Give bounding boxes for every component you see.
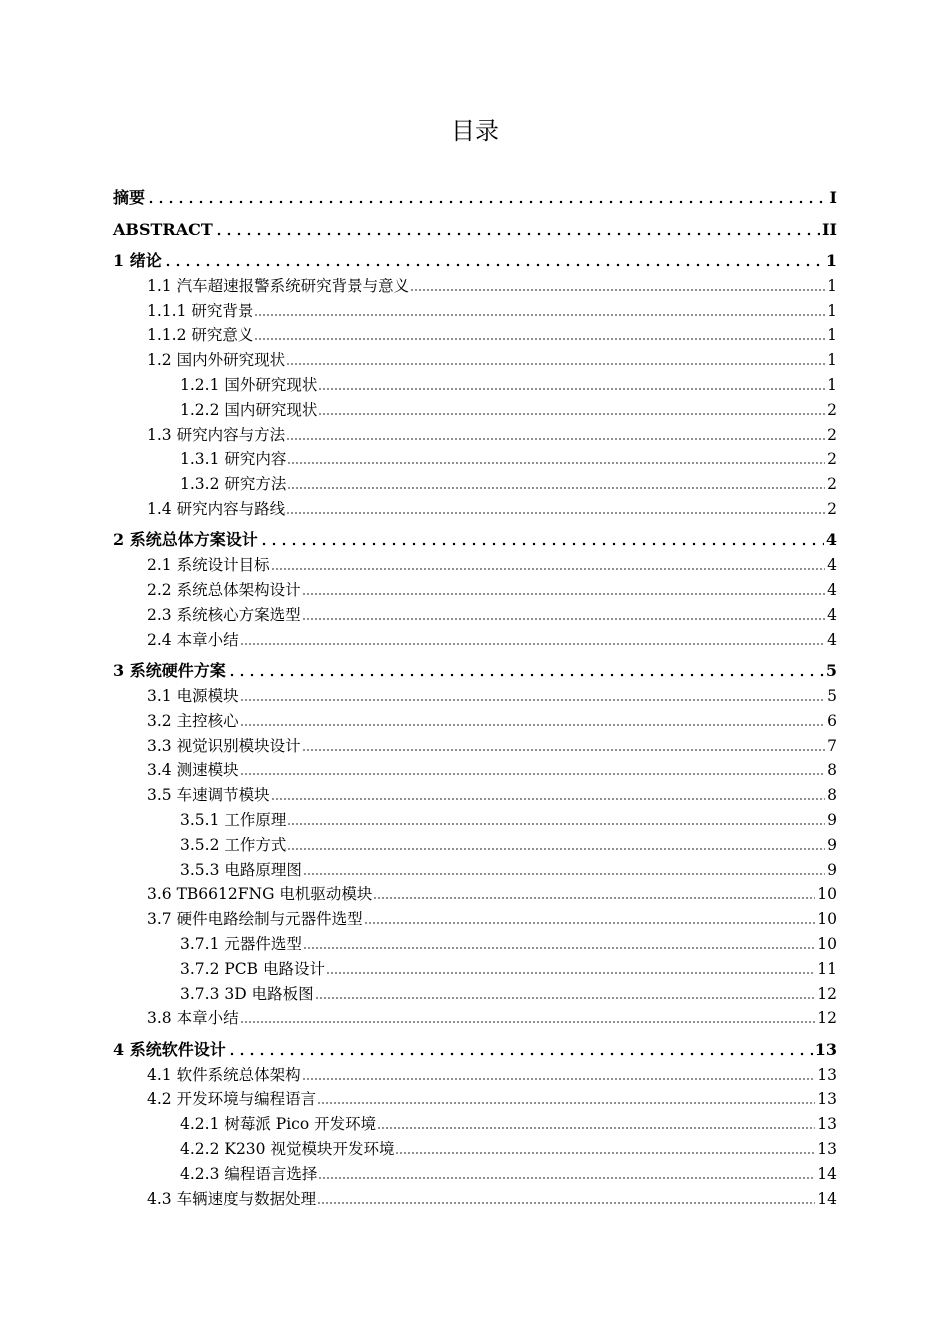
toc-entry-label: 1.1.2 研究意义 [147, 326, 254, 345]
toc-entry[interactable] [113, 397, 837, 422]
toc-dot-leader [318, 387, 825, 391]
toc-entry[interactable] [113, 956, 837, 981]
toc-entry-label: 3.7 硬件电路绘制与元器件选型 [147, 910, 363, 929]
toc-entry[interactable] [113, 931, 837, 956]
toc-entry[interactable] [113, 298, 837, 323]
toc-entry-page-number: 13 [817, 1065, 837, 1084]
toc-dot-leader [287, 822, 825, 826]
toc-dot-leader [254, 313, 825, 317]
toc-dot-leader [303, 872, 825, 876]
toc-entry-page-number: 12 [817, 984, 837, 1003]
toc-entry-label: 3.5.1 工作原理 [180, 810, 287, 829]
toc-dot-leader [318, 1176, 815, 1180]
toc-entry[interactable] [113, 347, 837, 372]
toc-entry-page-number: 1 [827, 276, 837, 295]
toc-entry-label: 4.2.1 树莓派 Pico 开发环境 [180, 1115, 377, 1134]
toc-entry-page-number: 4 [827, 581, 837, 600]
toc-entry-label: 1.3.1 研究内容 [180, 450, 287, 469]
toc-dot-leader [410, 288, 825, 292]
toc-entry-label: 3.3 视觉识别模块设计 [147, 736, 301, 755]
toc-dot-leader [227, 673, 824, 677]
toc-entry-page-number: 2 [827, 425, 837, 444]
toc-dot-leader [287, 847, 825, 851]
toc-dot-leader [302, 748, 826, 752]
toc-entry-page-number: I [829, 188, 837, 207]
toc-entry[interactable] [113, 857, 837, 882]
toc-entry[interactable] [113, 708, 837, 733]
toc-entry-label: 4.2 开发环境与编程语言 [147, 1090, 317, 1109]
toc-entry-label: 2.1 系统设计目标 [147, 556, 270, 575]
toc-entry-page-number: 14 [817, 1164, 837, 1183]
toc-entry[interactable] [113, 242, 837, 274]
toc-entry[interactable] [113, 906, 837, 931]
toc-dot-leader [302, 617, 826, 621]
toc-entry[interactable] [113, 683, 837, 708]
toc-entry[interactable] [113, 552, 837, 577]
toc-entry[interactable] [113, 882, 837, 907]
toc-dot-leader [317, 1201, 815, 1205]
toc-entry-page-number: 13 [817, 1140, 837, 1158]
toc-entry-page-number: 14 [817, 1189, 837, 1208]
toc-entry-label: 3 系统硬件方案 [113, 661, 226, 681]
toc-entry-label: 1.4 研究内容与路线 [147, 499, 286, 518]
toc-entry[interactable] [113, 807, 837, 832]
toc-dot-leader [303, 946, 815, 950]
toc-entry-label: 3.6 TB6612FNG 电机驱动模块 [147, 885, 373, 904]
toc-entry-page-number: 8 [827, 786, 837, 805]
toc-entry-page-number: 13 [814, 1039, 837, 1059]
toc-entry[interactable] [113, 1161, 837, 1186]
toc-entry[interactable] [113, 577, 837, 602]
toc-dot-leader [286, 362, 825, 366]
toc-entry-page-number: 8 [827, 761, 837, 780]
toc-entry-label: 1.2.2 国内研究现状 [180, 400, 318, 419]
toc-entry[interactable] [113, 782, 837, 807]
toc-entry-page-number: 1 [827, 351, 837, 370]
toc-dot-leader [146, 200, 828, 204]
toc-entry-page-number: II [822, 219, 837, 239]
toc-entry-label: 3.7.2 PCB 电路设计 [180, 959, 325, 978]
toc-dot-leader [315, 996, 816, 1000]
toc-entry[interactable] [113, 1186, 837, 1211]
toc-dot-leader [227, 1052, 813, 1056]
toc-dot-leader [286, 437, 825, 441]
toc-dot-leader [377, 1126, 815, 1130]
toc-entry[interactable] [113, 652, 837, 684]
toc-dot-leader [271, 797, 826, 801]
toc-dot-leader [254, 337, 825, 341]
toc-entry-page-number: 7 [827, 736, 837, 755]
toc-entry[interactable] [113, 471, 837, 496]
toc-entry-label: 2 系统总体方案设计 [113, 530, 258, 550]
toc-entry-page-number: 1 [827, 326, 837, 345]
toc-entry-label: 2.4 本章小结 [147, 630, 239, 649]
toc-entry-label: 2.3 系统核心方案选型 [147, 605, 301, 624]
toc-entry[interactable] [113, 1087, 837, 1112]
toc-entry-label: 1.2.1 国外研究现状 [180, 375, 318, 394]
toc-entry-page-number: 11 [817, 959, 837, 978]
toc-entry-label: 4.2.3 编程语言选择 [180, 1164, 318, 1183]
toc-dot-leader [240, 642, 826, 646]
toc-entry-page-number: 1 [825, 251, 837, 270]
toc-entry-page-number: 2 [827, 400, 837, 419]
toc-entry-label: 3.8 本章小结 [147, 1009, 239, 1028]
toc-entry-page-number: 2 [827, 499, 837, 518]
toc-entry-label: 4.2.2 K230 视觉模块开发环境 [180, 1140, 395, 1158]
toc-entry-label: 3.7.3 3D 电路板图 [180, 984, 314, 1003]
toc-dot-leader [364, 921, 816, 925]
toc-dot-leader [240, 772, 826, 776]
toc-entry-page-number: 9 [827, 810, 837, 829]
toc-entry[interactable] [113, 1062, 837, 1087]
toc-entry[interactable] [113, 323, 837, 348]
toc-entry[interactable] [113, 981, 837, 1006]
toc-entry-label: 1.2 国内外研究现状 [147, 351, 286, 370]
toc-entry-page-number: 10 [817, 885, 837, 904]
toc-entry[interactable] [113, 496, 837, 521]
toc-entry-label: 4 系统软件设计 [113, 1039, 226, 1059]
toc-entry-page-number: 5 [827, 686, 837, 705]
toc-entry-label: 3.5 车速调节模块 [147, 786, 270, 805]
toc-entry[interactable] [113, 422, 837, 447]
toc-dot-leader [259, 542, 824, 546]
toc-entry[interactable] [113, 1030, 837, 1062]
toc-entry-label: 3.1 电源模块 [147, 686, 239, 705]
toc-entry[interactable] [113, 372, 837, 397]
toc-entry-label: 1.1.1 研究背景 [147, 301, 254, 320]
toc-entry-page-number: 9 [827, 860, 837, 879]
toc-entry[interactable] [113, 1136, 837, 1161]
toc-entry[interactable] [113, 521, 837, 553]
toc-entry-page-number: 2 [827, 450, 837, 469]
toc-entry-label: 2.2 系统总体架构设计 [147, 581, 301, 600]
toc-dot-leader [240, 1020, 816, 1024]
toc-entry[interactable] [113, 758, 837, 783]
toc-entry[interactable] [113, 627, 837, 652]
toc-entry-label: 1 绪论 [113, 251, 162, 270]
toc-dot-leader [287, 486, 825, 490]
toc-entry-page-number: 2 [827, 475, 837, 494]
toc-dot-leader [395, 1151, 815, 1155]
toc-entry[interactable] [113, 210, 837, 242]
toc-entry[interactable] [113, 832, 837, 857]
toc-entry-label: 1.1 汽车超速报警系统研究背景与意义 [147, 276, 410, 295]
toc-entry-page-number: 4 [825, 530, 837, 550]
toc-entry-label: 3.2 主控核心 [147, 711, 239, 730]
toc-dot-leader [326, 971, 815, 975]
toc-entry-label: 4.3 车辆速度与数据处理 [147, 1189, 317, 1208]
toc-entry[interactable] [113, 733, 837, 758]
toc-dot-leader [214, 232, 820, 236]
toc-entry-page-number: 1 [827, 375, 837, 394]
toc-dot-leader [240, 723, 826, 727]
toc-entry-page-number: 10 [817, 934, 837, 953]
toc-entry-page-number: 13 [817, 1090, 837, 1109]
toc-entry-label: 摘要 [113, 188, 146, 207]
toc-dot-leader [373, 896, 815, 900]
toc-dot-leader [302, 592, 826, 596]
toc-entry-label: 3.5.2 工作方式 [180, 835, 287, 854]
toc-entry[interactable] [113, 180, 837, 210]
toc-entry-page-number: 12 [817, 1009, 837, 1028]
toc-dot-leader [271, 567, 826, 571]
toc-dot-leader [287, 461, 825, 465]
toc-entry-label: 3.4 测速模块 [147, 761, 239, 780]
toc-entry-label: 1.3 研究内容与方法 [147, 425, 286, 444]
toc-entry-page-number: 1 [827, 301, 837, 320]
toc-entry-label: ABSTRACT [113, 219, 213, 239]
toc-entry-label: 4.1 软件系统总体架构 [147, 1065, 301, 1084]
toc-entry-label: 1.3.2 研究方法 [180, 475, 287, 494]
toc-dot-leader [240, 698, 826, 702]
toc-dot-leader [163, 263, 824, 267]
toc-entry[interactable] [113, 447, 837, 472]
toc-dot-leader [318, 412, 825, 416]
toc-entry-page-number: 9 [827, 835, 837, 854]
toc-entry-page-number: 10 [817, 910, 837, 929]
toc-entry-page-number: 4 [827, 630, 837, 649]
toc-entry-page-number: 13 [817, 1115, 837, 1134]
toc-entry[interactable] [113, 1111, 837, 1136]
table-of-contents [113, 180, 837, 1211]
toc-dot-leader [317, 1101, 815, 1105]
toc-entry-page-number: 6 [827, 711, 837, 730]
toc-entry[interactable] [113, 1006, 837, 1031]
toc-entry-page-number: 4 [827, 605, 837, 624]
toc-entry-label: 3.7.1 元器件选型 [180, 934, 302, 953]
toc-dot-leader [302, 1077, 816, 1081]
toc-entry-label: 3.5.3 电路原理图 [180, 860, 302, 879]
toc-dot-leader [286, 511, 825, 515]
toc-entry[interactable] [113, 602, 837, 627]
toc-entry[interactable] [113, 273, 837, 298]
toc-entry-page-number: 4 [827, 556, 837, 575]
page-title: 目录 [451, 117, 499, 145]
toc-entry-page-number: 5 [825, 661, 837, 681]
